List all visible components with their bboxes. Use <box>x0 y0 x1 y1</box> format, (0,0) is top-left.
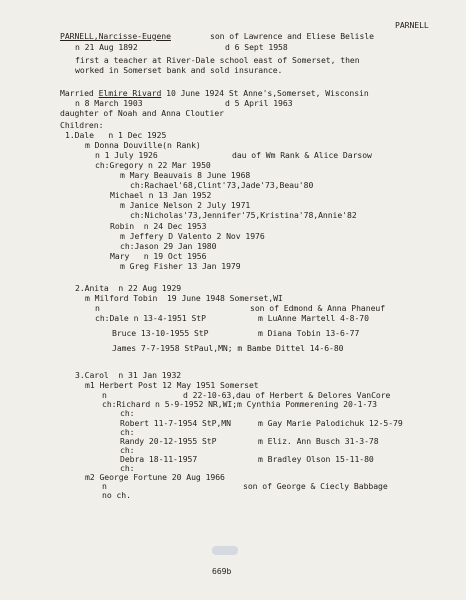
children-heading: Children: <box>60 120 104 130</box>
child-entry-line: ch: <box>120 445 135 455</box>
child-entry-line: m Eliz. Ann Busch 31-3-78 <box>258 436 379 446</box>
child-entry-line: m LuAnne Martell 4-8-70 <box>258 313 369 323</box>
child-entry-line: ch: <box>120 463 135 473</box>
spouse-name: Elmire Rivard <box>98 88 162 98</box>
child-entry-line: Randy 20-12-1955 StP <box>120 436 217 446</box>
child-entry-line: Robin n 24 Dec 1953 <box>110 221 207 231</box>
marriage-line <box>60 88 369 98</box>
child-entry-line: n <box>102 481 107 491</box>
child-entry-line: ch:Richard n 5-9-1952 NR,WI;m Cynthia Pommerening 20-1-73 <box>102 399 377 409</box>
child-entry-line: m Greg Fisher 13 Jan 1979 <box>120 261 241 271</box>
child-entry-line: m1 Herbert Post 12 May 1951 Somerset <box>85 380 259 390</box>
child-entry-line: m Donna Douville(n Rank) <box>85 140 201 150</box>
spouse-death: d 5 April 1963 <box>225 98 293 108</box>
child-entry-line: ch:Dale n 13-4-1951 StP <box>95 313 206 323</box>
child-carol: 3.Carol n 31 Jan 1932 <box>75 370 182 380</box>
child-entry-line: n 1 July 1926 <box>95 150 158 160</box>
child-entry-line: Robert 11-7-1954 StP,MN <box>120 418 231 428</box>
child-entry-line: n <box>95 303 100 313</box>
child-entry-line: son of George & Ciecly Babbage <box>243 481 388 491</box>
married-prefix: Married <box>60 88 99 98</box>
person-name: PARNELL,Narcisse-Eugene <box>60 31 171 41</box>
child-entry-line: n <box>102 390 107 400</box>
child-entry-line: ch: <box>120 427 135 437</box>
child-entry-line: m Mary Beauvais 8 June 1968 <box>120 170 251 180</box>
child-entry-line: m Gay Marie Palodichuk 12-5-79 <box>258 418 403 428</box>
child-entry-line: ch:Rachael'68,Clint'73,Jade'73,Beau'80 <box>130 180 314 190</box>
child-entry-line: Michael n 13 Jan 1952 <box>110 190 212 200</box>
child-entry-line: m Janice Nelson 2 July 1971 <box>120 200 251 210</box>
spouse-parents: daughter of Noah and Anna Cloutier <box>60 108 224 118</box>
child-anita: 2.Anita n 22 Aug 1929 <box>75 283 182 293</box>
child-entry-line: James 7-7-1958 StPaul,MN; m Bambe Dittel 14-6-80 <box>112 343 344 353</box>
person-parents: son of Lawrence and Eliese Belisle <box>210 31 374 41</box>
child-entry-line: ch:Jason 29 Jan 1980 <box>120 241 217 251</box>
person-bio-line: worked in Somerset bank and sold insurance. <box>75 65 283 75</box>
archive-stamp-mark <box>212 546 238 555</box>
child-entry-line: m Jeffery D Valento 2 Nov 1976 <box>120 231 265 241</box>
page-number: 669b <box>212 566 232 576</box>
spouse-birth: n 8 March 1903 <box>75 98 143 108</box>
person-birth: n 21 Aug 1892 <box>75 42 138 52</box>
child-entry-line: ch:Nicholas'73,Jennifer'75,Kristina'78,Annie'82 <box>130 210 357 220</box>
child-entry-line: ch: <box>120 408 135 418</box>
child-dale: 1.Dale n 1 Dec 1925 <box>65 130 167 140</box>
child-entry-line: son of Edmond & Anna Phaneuf <box>250 303 386 313</box>
child-entry-line: no ch. <box>102 490 131 500</box>
child-entry-line: Bruce 13-10-1955 StP <box>112 328 209 338</box>
child-entry-line: m2 George Fortune 20 Aug 1966 <box>85 472 225 482</box>
child-entry-line: m Diana Tobin 13-6-77 <box>258 328 360 338</box>
surname-header: PARNELL <box>395 20 429 30</box>
person-bio-line: first a teacher at River-Dale school east of Somerset, then <box>75 55 360 65</box>
marriage-details: 10 June 1924 St Anne's,Somerset, Wisconsin <box>161 88 369 98</box>
child-entry-line: ch:Gregory n 22 Mar 1950 <box>95 160 211 170</box>
person-death: d 6 Sept 1958 <box>225 42 288 52</box>
child-entry-line: m Milford Tobin 19 June 1948 Somerset,WI <box>85 293 283 303</box>
child-entry-line: d 22-10-63,dau of Herbert & Delores VanCore <box>183 390 391 400</box>
child-entry-line: Mary n 19 Oct 1956 <box>110 251 207 261</box>
child-entry-line: dau of Wm Rank & Alice Darsow <box>232 150 372 160</box>
child-entry-line: Debra 18-11-1957 <box>120 454 198 464</box>
child-entry-line: m Bradley Olson 15-11-80 <box>258 454 374 464</box>
